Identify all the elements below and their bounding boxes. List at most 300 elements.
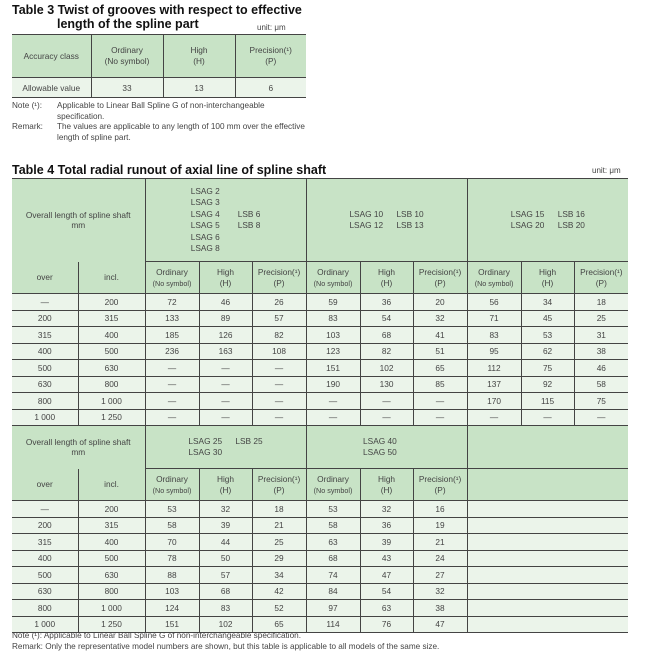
empty-cell [467,583,628,600]
high-header [199,262,252,294]
runout-value: 163 [199,343,252,360]
note-text: Applicable to Linear Ball Spline G of non-interchangeable specification. [57,101,265,121]
incl-value: 1 000 [78,600,145,617]
incl-value: 630 [78,360,145,377]
model-lsb: LSB 16 [557,208,585,219]
model-lsag: LSAG 2 [190,185,220,196]
over-value: 400 [12,343,78,360]
table3-title-line2: length of the spline part [57,17,199,31]
precision-header [252,469,306,501]
runout-value: 46 [574,360,628,377]
runout-value: — [252,393,306,410]
incl-value: 500 [78,343,145,360]
remark-label: Remark: [12,122,43,131]
runout-value: 103 [145,583,199,600]
length-header [12,426,145,469]
runout-value: 74 [306,567,360,584]
runout-value: 97 [306,600,360,617]
model-lsag: LSAG 50 [363,447,397,457]
model-line [349,220,423,232]
table4-unit: unit: μm [592,166,621,175]
model-list [188,436,262,459]
model-list [363,436,410,459]
ordinary-header [145,469,199,501]
runout-value: 95 [467,343,521,360]
runout-value: 85 [413,376,467,393]
incl-value: 315 [78,517,145,534]
runout-value: 133 [145,310,199,327]
empty-class-header [467,469,628,501]
model-lsb: LSB 6 [237,208,261,219]
high-header [360,262,413,294]
over-value: 400 [12,550,78,567]
runout-value: 58 [574,376,628,393]
runout-value: 102 [360,360,413,377]
runout-value: — [360,393,413,410]
model-line [363,436,410,448]
model-line [511,220,585,232]
model-line [191,186,261,198]
model-lsag: LSAG 40 [363,435,397,446]
runout-value: 51 [413,343,467,360]
model-group-1 [145,426,306,469]
high-header [163,35,235,78]
runout-value: 46 [199,294,252,311]
runout-value: 63 [306,534,360,551]
model-group-2 [306,426,467,469]
runout-value: 185 [145,327,199,344]
class-header-row [12,469,628,501]
model-lsag: LSAG 3 [190,197,220,207]
ordinary-header-sub: (No symbol) [313,278,353,288]
model-lsb: LSB 10 [396,208,424,219]
runout-value: 52 [252,600,306,617]
model-lsag: LSAG 15 [510,208,545,219]
model-lsag: LSAG 5 [190,220,220,230]
over-value: 500 [12,360,78,377]
runout-value: — [145,409,199,426]
high-header-label: High [216,266,235,277]
incl-value: 400 [78,534,145,551]
empty-cell [467,567,628,584]
model-line [363,447,410,459]
runout-value: 83 [306,310,360,327]
runout-value: 130 [360,376,413,393]
runout-value: 29 [252,550,306,567]
runout-value: 108 [252,343,306,360]
ordinary-header-sub-wrap [146,278,199,289]
runout-value: — [574,409,628,426]
model-group-3 [467,179,628,262]
table3-header-row [12,35,306,78]
model-lsag: LSAG 4 [190,208,220,219]
runout-value: 112 [467,360,521,377]
runout-value: 44 [199,534,252,551]
runout-value: 102 [199,616,252,633]
high-sub: (H) [193,56,205,66]
runout-value: — [306,409,360,426]
runout-value: 114 [306,616,360,633]
incl-value: 200 [78,501,145,518]
incl-header: incl. [78,469,145,501]
over-value: 630 [12,376,78,393]
over-value: 1 000 [12,616,78,633]
runout-value: 42 [252,583,306,600]
ordinary-header [91,35,163,78]
model-line [191,243,261,255]
table-row [12,567,628,584]
runout-value: 34 [252,567,306,584]
runout-value: 65 [252,616,306,633]
runout-value: 58 [145,517,199,534]
runout-value: 36 [360,517,413,534]
runout-value: 76 [360,616,413,633]
model-list [511,209,585,232]
precision-header [252,262,306,294]
ordinary-header-label: Ordinary [156,266,188,277]
table3-note [12,101,312,143]
precision-header [574,262,628,294]
runout-value: 21 [413,534,467,551]
runout-value: 54 [360,583,413,600]
model-line [191,232,261,244]
runout-value: 32 [413,310,467,327]
runout-value: 20 [413,294,467,311]
model-lsag: LSAG 25 [188,435,223,446]
allowable-precision: 6 [235,78,306,98]
runout-value: 124 [145,600,199,617]
model-lsb: LSB 25 [235,435,263,446]
runout-value: 82 [252,327,306,344]
over-value: — [12,501,78,518]
ordinary-header-label: Ordinary [478,266,510,277]
table-row [12,550,628,567]
runout-value: — [252,409,306,426]
runout-value: — [252,376,306,393]
table-row [12,409,628,426]
ordinary-header-label: Ordinary [317,266,349,277]
over-value: 500 [12,567,78,584]
over-header: over [12,262,78,294]
runout-value: 236 [145,343,199,360]
model-list [349,209,423,232]
precision-sub: (P) [265,56,277,66]
runout-value: 78 [145,550,199,567]
incl-value: 200 [78,294,145,311]
empty-cell [467,534,628,551]
incl-value: 800 [78,583,145,600]
over-value: 315 [12,327,78,344]
precision-label: Precision(¹) [249,45,292,55]
runout-value: — [413,409,467,426]
runout-value: 19 [413,517,467,534]
high-header-sub: (H) [219,484,232,495]
length-unit: mm [71,220,86,231]
runout-value: 62 [521,343,574,360]
high-header-sub: (H) [380,484,393,495]
runout-value: 41 [413,327,467,344]
model-line [511,209,585,221]
over-value: — [12,294,78,311]
runout-value: 103 [306,327,360,344]
table3-unit: unit: μm [257,23,286,32]
runout-value: — [199,360,252,377]
table4-title: Table 4 Total radial runout of axial line of spline shaft [12,163,327,177]
over-value: 315 [12,534,78,551]
runout-value: 137 [467,376,521,393]
model-lsag: LSAG 6 [190,231,220,242]
runout-value: 18 [574,294,628,311]
runout-value: 83 [467,327,521,344]
model-lsag: LSAG 10 [349,208,384,219]
precision-header [413,469,467,501]
runout-value: 68 [360,327,413,344]
ordinary-header-sub: (No symbol) [313,485,353,495]
incl-value: 630 [78,567,145,584]
incl-value: 1 250 [78,616,145,633]
runout-value: 53 [145,501,199,518]
runout-value: 115 [521,393,574,410]
model-lsb: LSB 13 [396,220,424,230]
length-label: Overall length of spline shaft [25,210,131,221]
runout-value: 123 [306,343,360,360]
model-group-2 [306,179,467,262]
table-row [12,517,628,534]
high-header-label: High [216,473,235,484]
runout-value: 50 [199,550,252,567]
precision-header [235,35,306,78]
ordinary-header-sub: (No symbol) [474,278,514,288]
table-row [12,360,628,377]
runout-value: 25 [252,534,306,551]
runout-value: 25 [574,310,628,327]
ordinary-header [306,262,360,294]
over-value: 800 [12,393,78,410]
class-header-row [12,262,628,294]
runout-value: — [306,393,360,410]
ordinary-header [145,262,199,294]
runout-value: 18 [252,501,306,518]
ordinary-header-sub: (No symbol) [152,278,192,288]
runout-value: 38 [413,600,467,617]
incl-value: 315 [78,310,145,327]
runout-value: 58 [306,517,360,534]
high-header-label: High [539,266,557,277]
note-label: Note (¹): [12,101,43,110]
runout-value: 26 [252,294,306,311]
runout-value: 65 [413,360,467,377]
runout-value: 38 [574,343,628,360]
runout-value: 32 [413,583,467,600]
runout-value: 57 [252,310,306,327]
runout-value: 75 [574,393,628,410]
length-unit: mm [71,447,86,458]
model-line [188,447,262,459]
model-group-1 [145,179,306,262]
runout-value: 36 [360,294,413,311]
runout-value: — [145,360,199,377]
runout-value: 170 [467,393,521,410]
allowable-value-label: Allowable value [12,78,91,98]
table3 [12,34,306,98]
model-lsag: LSAG 30 [188,447,223,457]
runout-value: 126 [199,327,252,344]
runout-value: 89 [199,310,252,327]
runout-value: 72 [145,294,199,311]
table-row [12,294,628,311]
high-label: High [190,45,208,55]
model-group-row [12,426,628,469]
table-row [12,310,628,327]
table-row [12,583,628,600]
precision-header-sub: (P) [434,484,446,495]
high-header-label: High [377,473,396,484]
runout-value: 43 [360,550,413,567]
ordinary-header-label: Ordinary [156,473,188,484]
table4-note: Note (¹): Applicable to Linear Ball Spline G of non-interchangeable specification. [12,631,302,640]
over-value: 200 [12,310,78,327]
runout-value: 47 [360,567,413,584]
runout-value: 45 [521,310,574,327]
ordinary-header-sub: (No symbol) [152,485,192,495]
incl-value: 500 [78,550,145,567]
model-line [191,197,261,209]
runout-value: 57 [199,567,252,584]
table-row [12,327,628,344]
model-lsag: LSAG 20 [510,220,545,230]
precision-header-label: Precision(¹) [418,266,462,277]
empty-cell [467,517,628,534]
runout-value: 56 [467,294,521,311]
runout-value: — [199,376,252,393]
allowable-high: 13 [163,78,235,98]
precision-header-sub: (P) [595,277,607,288]
length-header [12,179,145,262]
precision-header-sub: (P) [434,277,446,288]
runout-value: 39 [199,517,252,534]
table-row [12,534,628,551]
runout-value: — [521,409,574,426]
model-line [349,209,423,221]
runout-value: — [360,409,413,426]
runout-value: 27 [413,567,467,584]
precision-header [413,262,467,294]
runout-value: 39 [360,534,413,551]
over-value: 630 [12,583,78,600]
table3-title-line1: Table 3 Twist of grooves with respect to effective [12,3,302,17]
precision-header-sub: (P) [273,484,285,495]
model-list [191,186,261,255]
ordinary-sub: (No symbol) [104,56,150,66]
empty-cell [467,501,628,518]
ordinary-label: Ordinary [111,45,143,55]
high-header [360,469,413,501]
runout-value: 32 [360,501,413,518]
runout-value: 53 [306,501,360,518]
model-line [188,436,262,448]
ordinary-header [306,469,360,501]
remark-text: The values are applicable to any length of 100 mm over the effective length of spline part. [57,122,305,142]
empty-group [467,426,628,469]
runout-value: — [145,376,199,393]
ordinary-header-sub-wrap [307,278,360,289]
accuracy-class-label: Accuracy class [12,35,91,78]
incl-value: 1 000 [78,393,145,410]
runout-value: 59 [306,294,360,311]
runout-value: 82 [360,343,413,360]
runout-value: — [199,393,252,410]
high-header-label: High [377,266,396,277]
runout-value: 68 [306,550,360,567]
table4-remark: Remark: Only the representative model numbers are shown, but this table is applicable to all models of the same size. [12,641,440,651]
high-header [199,469,252,501]
model-line [191,220,261,232]
ordinary-header-sub-wrap [146,485,199,496]
table-row [12,501,628,518]
runout-value: 75 [521,360,574,377]
precision-header-label: Precision(¹) [257,473,301,484]
table-row [12,376,628,393]
over-value: 800 [12,600,78,617]
model-lsag: LSAG 8 [190,243,220,253]
runout-value: 151 [145,616,199,633]
runout-value: 24 [413,550,467,567]
ordinary-header-sub-wrap [468,278,521,289]
runout-value: 54 [360,310,413,327]
model-lsag: LSAG 12 [349,220,384,230]
table-row [12,343,628,360]
incl-value: 1 250 [78,409,145,426]
runout-value: — [467,409,521,426]
runout-value: 16 [413,501,467,518]
table4-notes [12,631,642,652]
runout-value: 71 [467,310,521,327]
empty-cell [467,550,628,567]
precision-header-label: Precision(¹) [418,473,462,484]
runout-value: 68 [199,583,252,600]
precision-header-label: Precision(¹) [257,266,301,277]
runout-value: 190 [306,376,360,393]
model-lsb: LSB 8 [237,220,261,230]
over-value: 1 000 [12,409,78,426]
incl-value: 800 [78,376,145,393]
runout-value: 84 [306,583,360,600]
runout-value: 92 [521,376,574,393]
runout-value: — [252,360,306,377]
ordinary-header-sub-wrap [307,485,360,496]
precision-header-label: Precision(¹) [580,266,623,277]
runout-value: — [199,409,252,426]
ordinary-header-label: Ordinary [317,473,349,484]
incl-header: incl. [78,262,145,294]
incl-value: 400 [78,327,145,344]
table-row [12,600,628,617]
runout-value: 70 [145,534,199,551]
over-value: 200 [12,517,78,534]
table-row [12,393,628,410]
runout-value: 21 [252,517,306,534]
runout-value: 83 [199,600,252,617]
model-lsb: LSB 20 [557,220,585,230]
over-header: over [12,469,78,501]
runout-value: — [145,393,199,410]
runout-value: 47 [413,616,467,633]
high-header [521,262,574,294]
empty-cell [467,600,628,617]
runout-value: 151 [306,360,360,377]
table3-data-row [12,78,306,98]
high-header-sub: (H) [219,277,232,288]
